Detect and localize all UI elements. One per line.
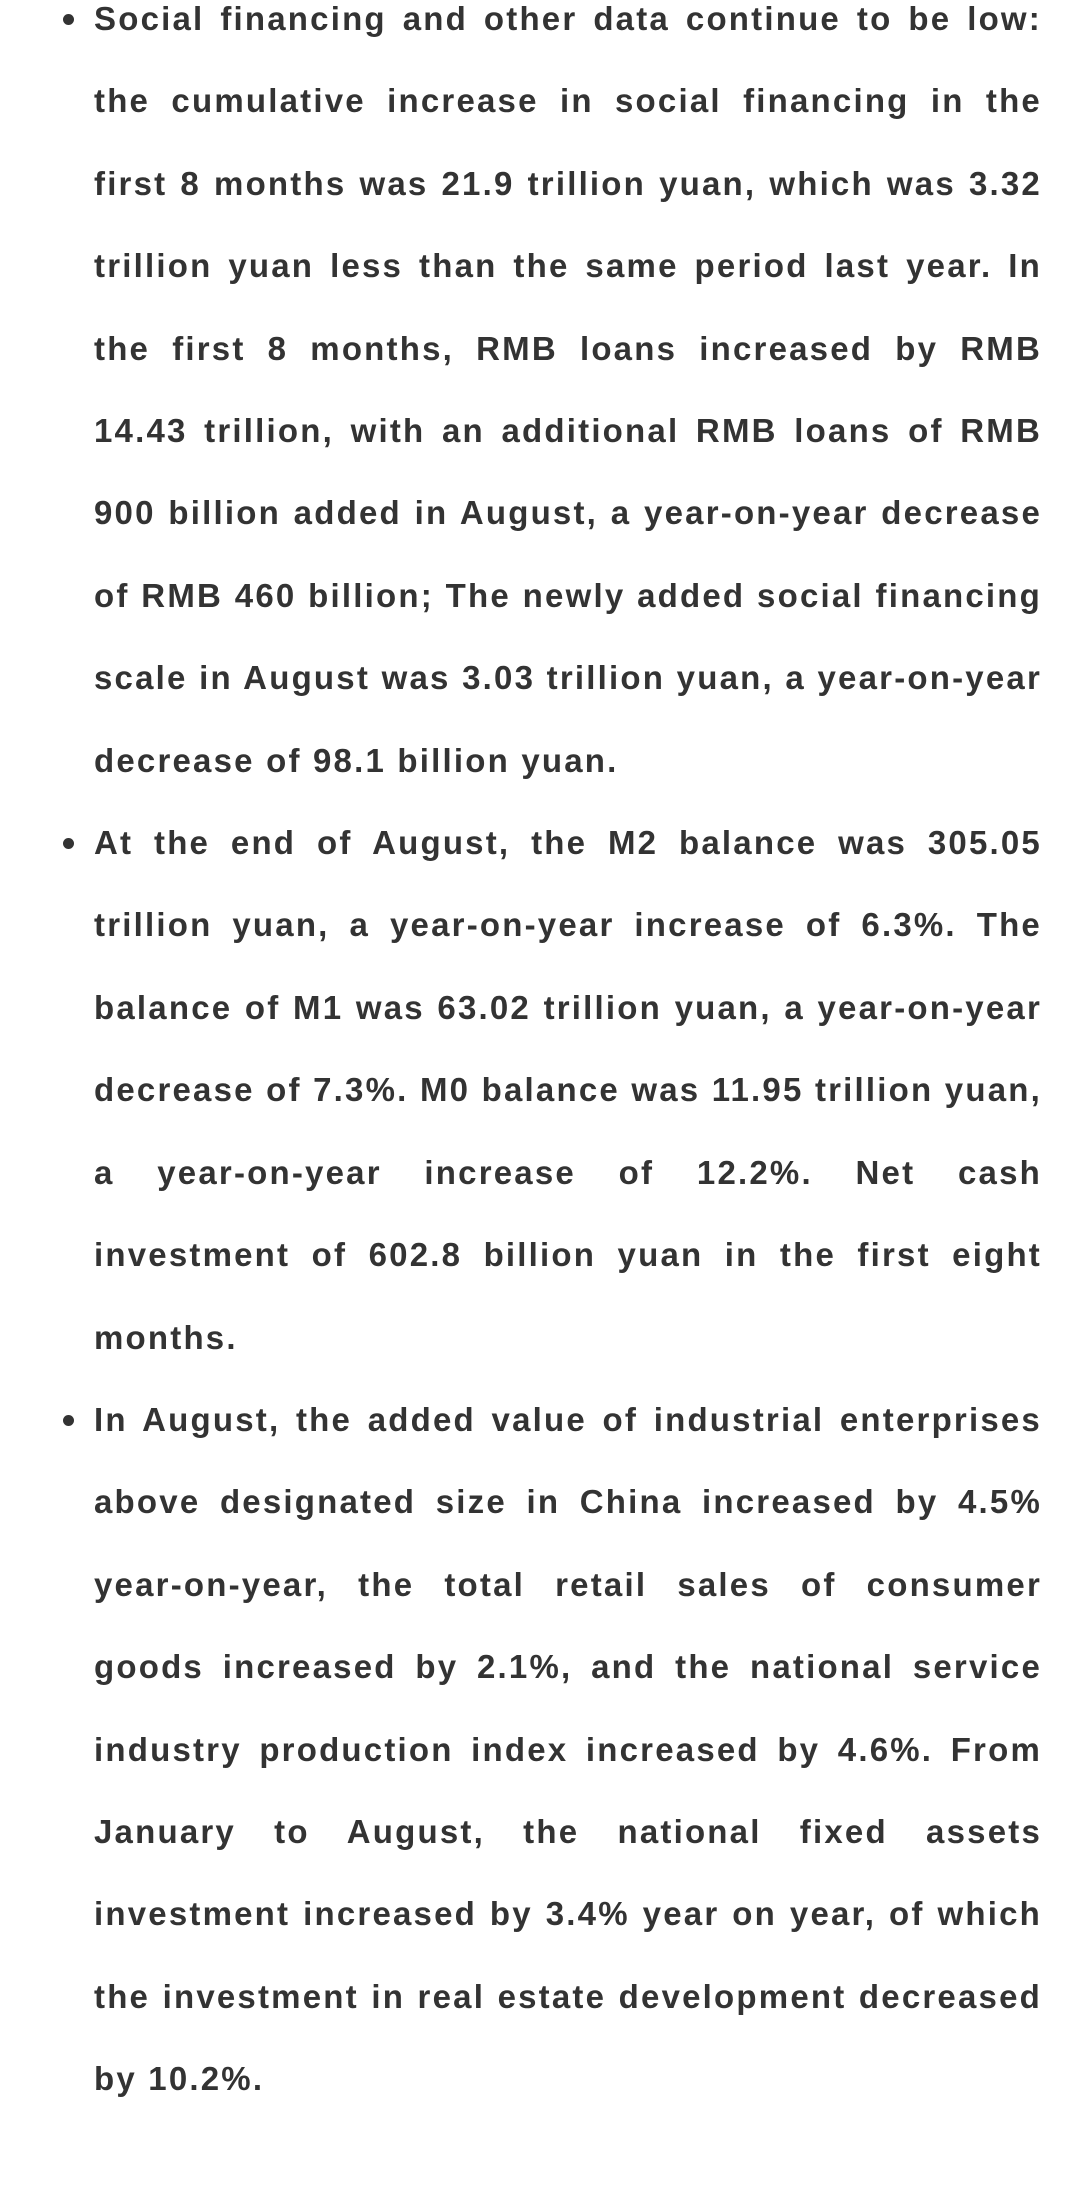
bullet-industrial-output: In August, the added value of industrial enterprises above designated size in China increased by 4.5% year-on-year, the total retail sales of consumer goods increased by 2.1%, and the national service industry production index increased by 4.6%. From January to August, the national fixed assets investment increased by 3.4% year on year, of which the investment in real estate development decreased by 10.2%.: [0, 1379, 1080, 2121]
bullet-social-financing: Social financing and other data continue to be low: the cumulative increase in social financing in the first 8 months was 21.9 trillion yuan, which was 3.32 trillion yuan less than the same period last year. In the first 8 months, RMB loans increased by RMB 14.43 trillion, with an additional RMB loans of RMB 900 billion added in August, a year-on-year decrease of RMB 460 billion; The newly added social financing scale in August was 3.03 trillion yuan, a year-on-year decrease of 98.1 billion yuan.: [0, 0, 1080, 802]
bullet-money-supply: At the end of August, the M2 balance was 305.05 trillion yuan, a year-on-year increase of 6.3%. The balance of M1 was 63.02 trillion yuan, a year-on-year decrease of 7.3%. M0 balance was 11.95 trillion yuan, a year-on-year increase of 12.2%. Net cash investment of 602.8 billion yuan in the first eight months.: [0, 802, 1080, 1379]
